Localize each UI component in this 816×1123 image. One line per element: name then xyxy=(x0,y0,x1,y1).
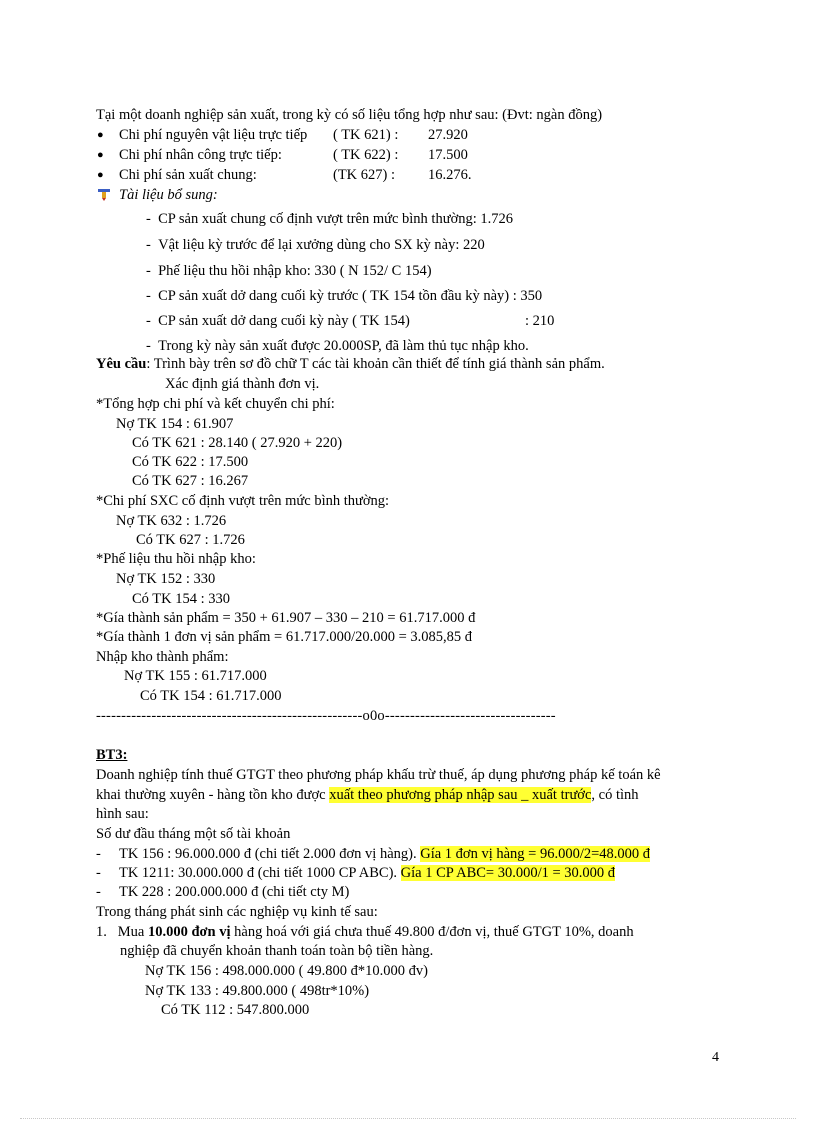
cost-label: Chi phí sản xuất chung: xyxy=(119,167,257,183)
bt3-title: BT3: xyxy=(96,747,128,763)
balance-item: - TK 1211: 30.000.000 đ (chi tiết 1000 CP ABC). Gía 1 CP ABC= 30.000/1 = 30.000 đ xyxy=(96,865,616,881)
balance-item: - TK 228 : 200.000.000 đ (chi tiết cty M) xyxy=(96,884,350,900)
highlight: Gía 1 CP ABC= 30.000/1 = 30.000 đ xyxy=(400,865,616,881)
supplement-title: Tài liệu bổ sung: xyxy=(119,187,218,203)
cost-account: ( TK 621) : xyxy=(333,127,399,143)
solution-line: *Gía thành 1 đơn vị sản phẩm = 61.717.000/20.000 = 3.085,85 đ xyxy=(96,629,473,645)
solution-line: Nhập kho thành phẩm: xyxy=(96,649,229,665)
solution-line: Nợ TK 155 : 61.717.000 xyxy=(124,668,267,684)
requirement-2: Xác định giá thành đơn vị. xyxy=(165,376,320,392)
bt3-paragraph: khai thường xuyên - hàng tồn kho được xuất theo phương pháp nhập sau _ xuất trước, có tình xyxy=(96,787,639,803)
solution-line: *Chi phí SXC cố định vượt trên mức bình thường: xyxy=(96,493,390,509)
cost-value: 16.276. xyxy=(428,167,472,183)
cost-item-3 xyxy=(119,166,257,184)
solution-line: Có TK 627 : 16.267 xyxy=(132,473,249,489)
balance-item: - TK 156 : 96.000.000 đ (chi tiết 2.000 đơn vị hàng). Gía 1 đơn vị hàng = 96.000/2=48.000 đ xyxy=(96,846,651,862)
transaction-1: 1. Mua 10.000 đơn vị hàng hoá với giá chưa thuế 49.800 đ/đơn vị, thuế GTGT 10%, doanh xyxy=(96,924,634,940)
entry-line: Nợ TK 156 : 498.000.000 ( 49.800 đ*10.000 đv) xyxy=(145,963,428,979)
cost-item-2 xyxy=(119,146,282,164)
cost-account: ( TK 622) : xyxy=(333,147,399,163)
page-border-dotted xyxy=(20,1118,796,1119)
solution-line: Có TK 154 : 61.717.000 xyxy=(140,688,282,704)
cost-item-1 xyxy=(119,126,307,144)
solution-line: Nợ TK 154 : 61.907 xyxy=(116,416,234,432)
supplement-item: - CP sản xuất dở dang cuối kỳ này ( TK 154) xyxy=(146,313,410,329)
cost-value: 17.500 xyxy=(428,147,468,163)
solution-line: Nợ TK 152 : 330 xyxy=(116,571,216,587)
supplement-item: - Vật liệu kỳ trước để lại xưởng dùng cho SX kỳ này: 220 xyxy=(146,237,485,253)
bt3-paragraph: hình sau: xyxy=(96,806,149,822)
page-number: 4 xyxy=(712,1050,719,1065)
supplement-item: - Phế liệu thu hồi nhập kho: 330 ( N 152/ C 154) xyxy=(146,263,432,279)
supplement-item: - CP sản xuất chung cố định vượt trên mức bình thường: 1.726 xyxy=(146,211,514,227)
balance-title: Số dư đầu tháng một số tài khoản xyxy=(96,826,291,842)
solution-line: *Phế liệu thu hồi nhập kho: xyxy=(96,551,256,567)
supplement-item: - Trong kỳ này sản xuất được 20.000SP, đã làm thủ tục nhập kho. xyxy=(146,338,529,354)
solution-line: Có TK 621 : 28.140 ( 27.920 + 220) xyxy=(132,435,343,451)
requirement: Yêu cầu: Trình bày trên sơ đồ chữ T các tài khoản cần thiết để tính giá thành sản phẩm. xyxy=(96,356,605,372)
solution-line: Nợ TK 632 : 1.726 xyxy=(116,513,227,529)
transactions-title: Trong tháng phát sinh các nghiệp vụ kinh tế sau: xyxy=(96,904,378,920)
solution-line: *Gía thành sản phẩm = 350 + 61.907 – 330 – 210 = 61.717.000 đ xyxy=(96,610,476,626)
bt3-paragraph: Doanh nghiệp tính thuế GTGT theo phương pháp khấu trừ thuế, áp dụng phương pháp kế toán kê xyxy=(96,767,661,783)
separator: -----------------------------------------------------o0o---------------------------------- xyxy=(96,708,556,724)
cost-label: Chi phí nhân công trực tiếp: xyxy=(119,147,282,163)
cost-account: (TK 627) : xyxy=(333,167,396,183)
highlight: xuất theo phương pháp nhập sau _ xuất trước xyxy=(329,787,592,803)
cost-value: 27.920 xyxy=(428,127,468,143)
supplement-item-value: : 210 xyxy=(525,313,555,329)
highlight: Gía 1 đơn vị hàng = 96.000/2=48.000 đ xyxy=(420,846,651,862)
intro-text: Tại một doanh nghiệp sản xuất, trong kỳ có số liệu tổng hợp như sau: (Đvt: ngàn đồng) xyxy=(96,107,603,123)
pin-icon xyxy=(97,187,111,201)
transaction-1-line2: nghiệp đã chuyển khoản thanh toán toàn bộ tiền hàng. xyxy=(120,943,434,959)
cost-label: Chi phí nguyên vật liệu trực tiếp xyxy=(119,127,308,143)
solution-line: Có TK 154 : 330 xyxy=(132,591,231,607)
supplement-item: - CP sản xuất dở dang cuối kỳ trước ( TK 154 tồn đầu kỳ này) : 350 xyxy=(146,288,543,304)
entry-line: Có TK 112 : 547.800.000 xyxy=(161,1002,310,1018)
solution-line: *Tổng hợp chi phí và kết chuyển chi phí: xyxy=(96,396,335,412)
solution-line: Có TK 622 : 17.500 xyxy=(132,454,249,470)
entry-line: Nợ TK 133 : 49.800.000 ( 498tr*10%) xyxy=(145,983,370,999)
solution-line: Có TK 627 : 1.726 xyxy=(136,532,245,548)
